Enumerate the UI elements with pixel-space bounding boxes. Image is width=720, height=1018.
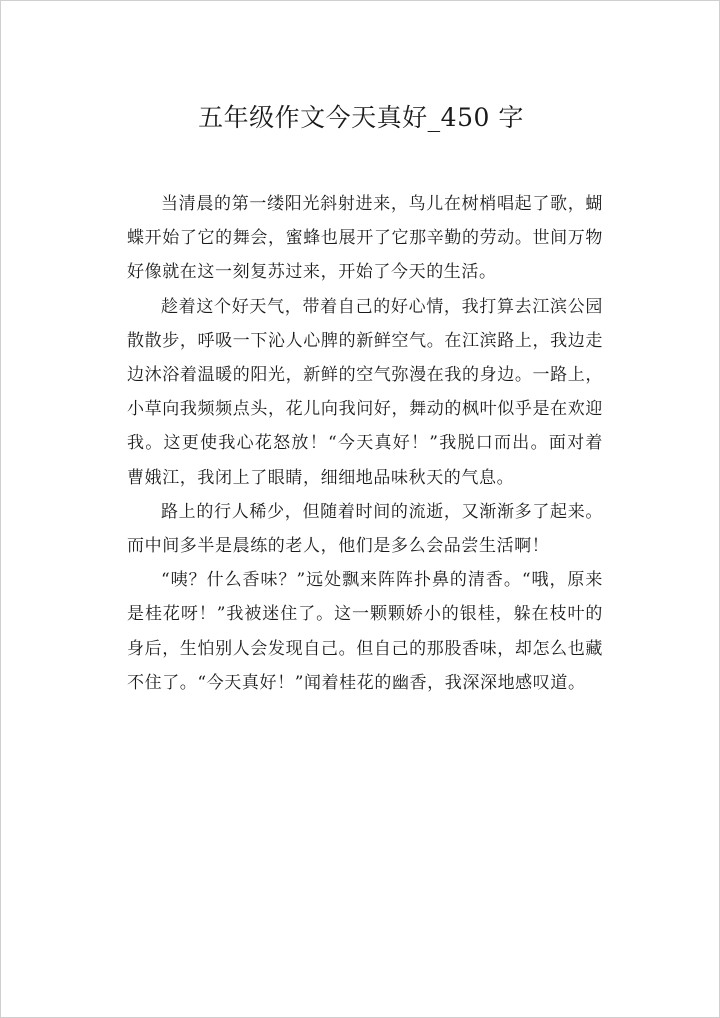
document-title: 五年级作文今天真好_450 字 — [198, 103, 524, 132]
document-body — [127, 187, 603, 700]
paragraph-1: 当清晨的第一缕阳光斜射进来，鸟儿在树梢唱起了歌，蝴蝶开始了它的舞会，蜜蜂也展开了它那辛勤的劳动。世间万物好像就在这一刻复苏过来，开始了今天的生活。 — [127, 194, 603, 283]
paragraph-3: 路上的行人稀少，但随着时间的流逝，又渐渐多了起来。而中间多半是晨练的老人，他们是多么会品尝生活啊！ — [127, 501, 603, 557]
paragraph-2: 趁着这个好天气，带着自己的好心情，我打算去江滨公园散散步，呼吸一下沁人心脾的新鲜空气。在江滨路上，我边走边沐浴着温暖的阳光，新鲜的空气弥漫在我的身边。一路上，小草向我频频点头，花儿向我问好，舞动的枫叶似乎是在欢迎我。这更使我心花怒放！“今天真好！”我脱口而出。面对着曹娥江，我闭上了眼睛，细细地品味秋天的气息。 — [127, 296, 603, 488]
paragraph-4: “咦？什么香味？”远处飘来阵阵扑鼻的清香。“哦，原来是桂花呀！”我被迷住了。这一颗颗娇小的银桂，躲在枝叶的身后，生怕别人会发现自己。但自己的那股香味，却怎么也藏不住了。“今天真好！”闻着桂花的幽香，我深深地感叹道。 — [127, 570, 603, 693]
